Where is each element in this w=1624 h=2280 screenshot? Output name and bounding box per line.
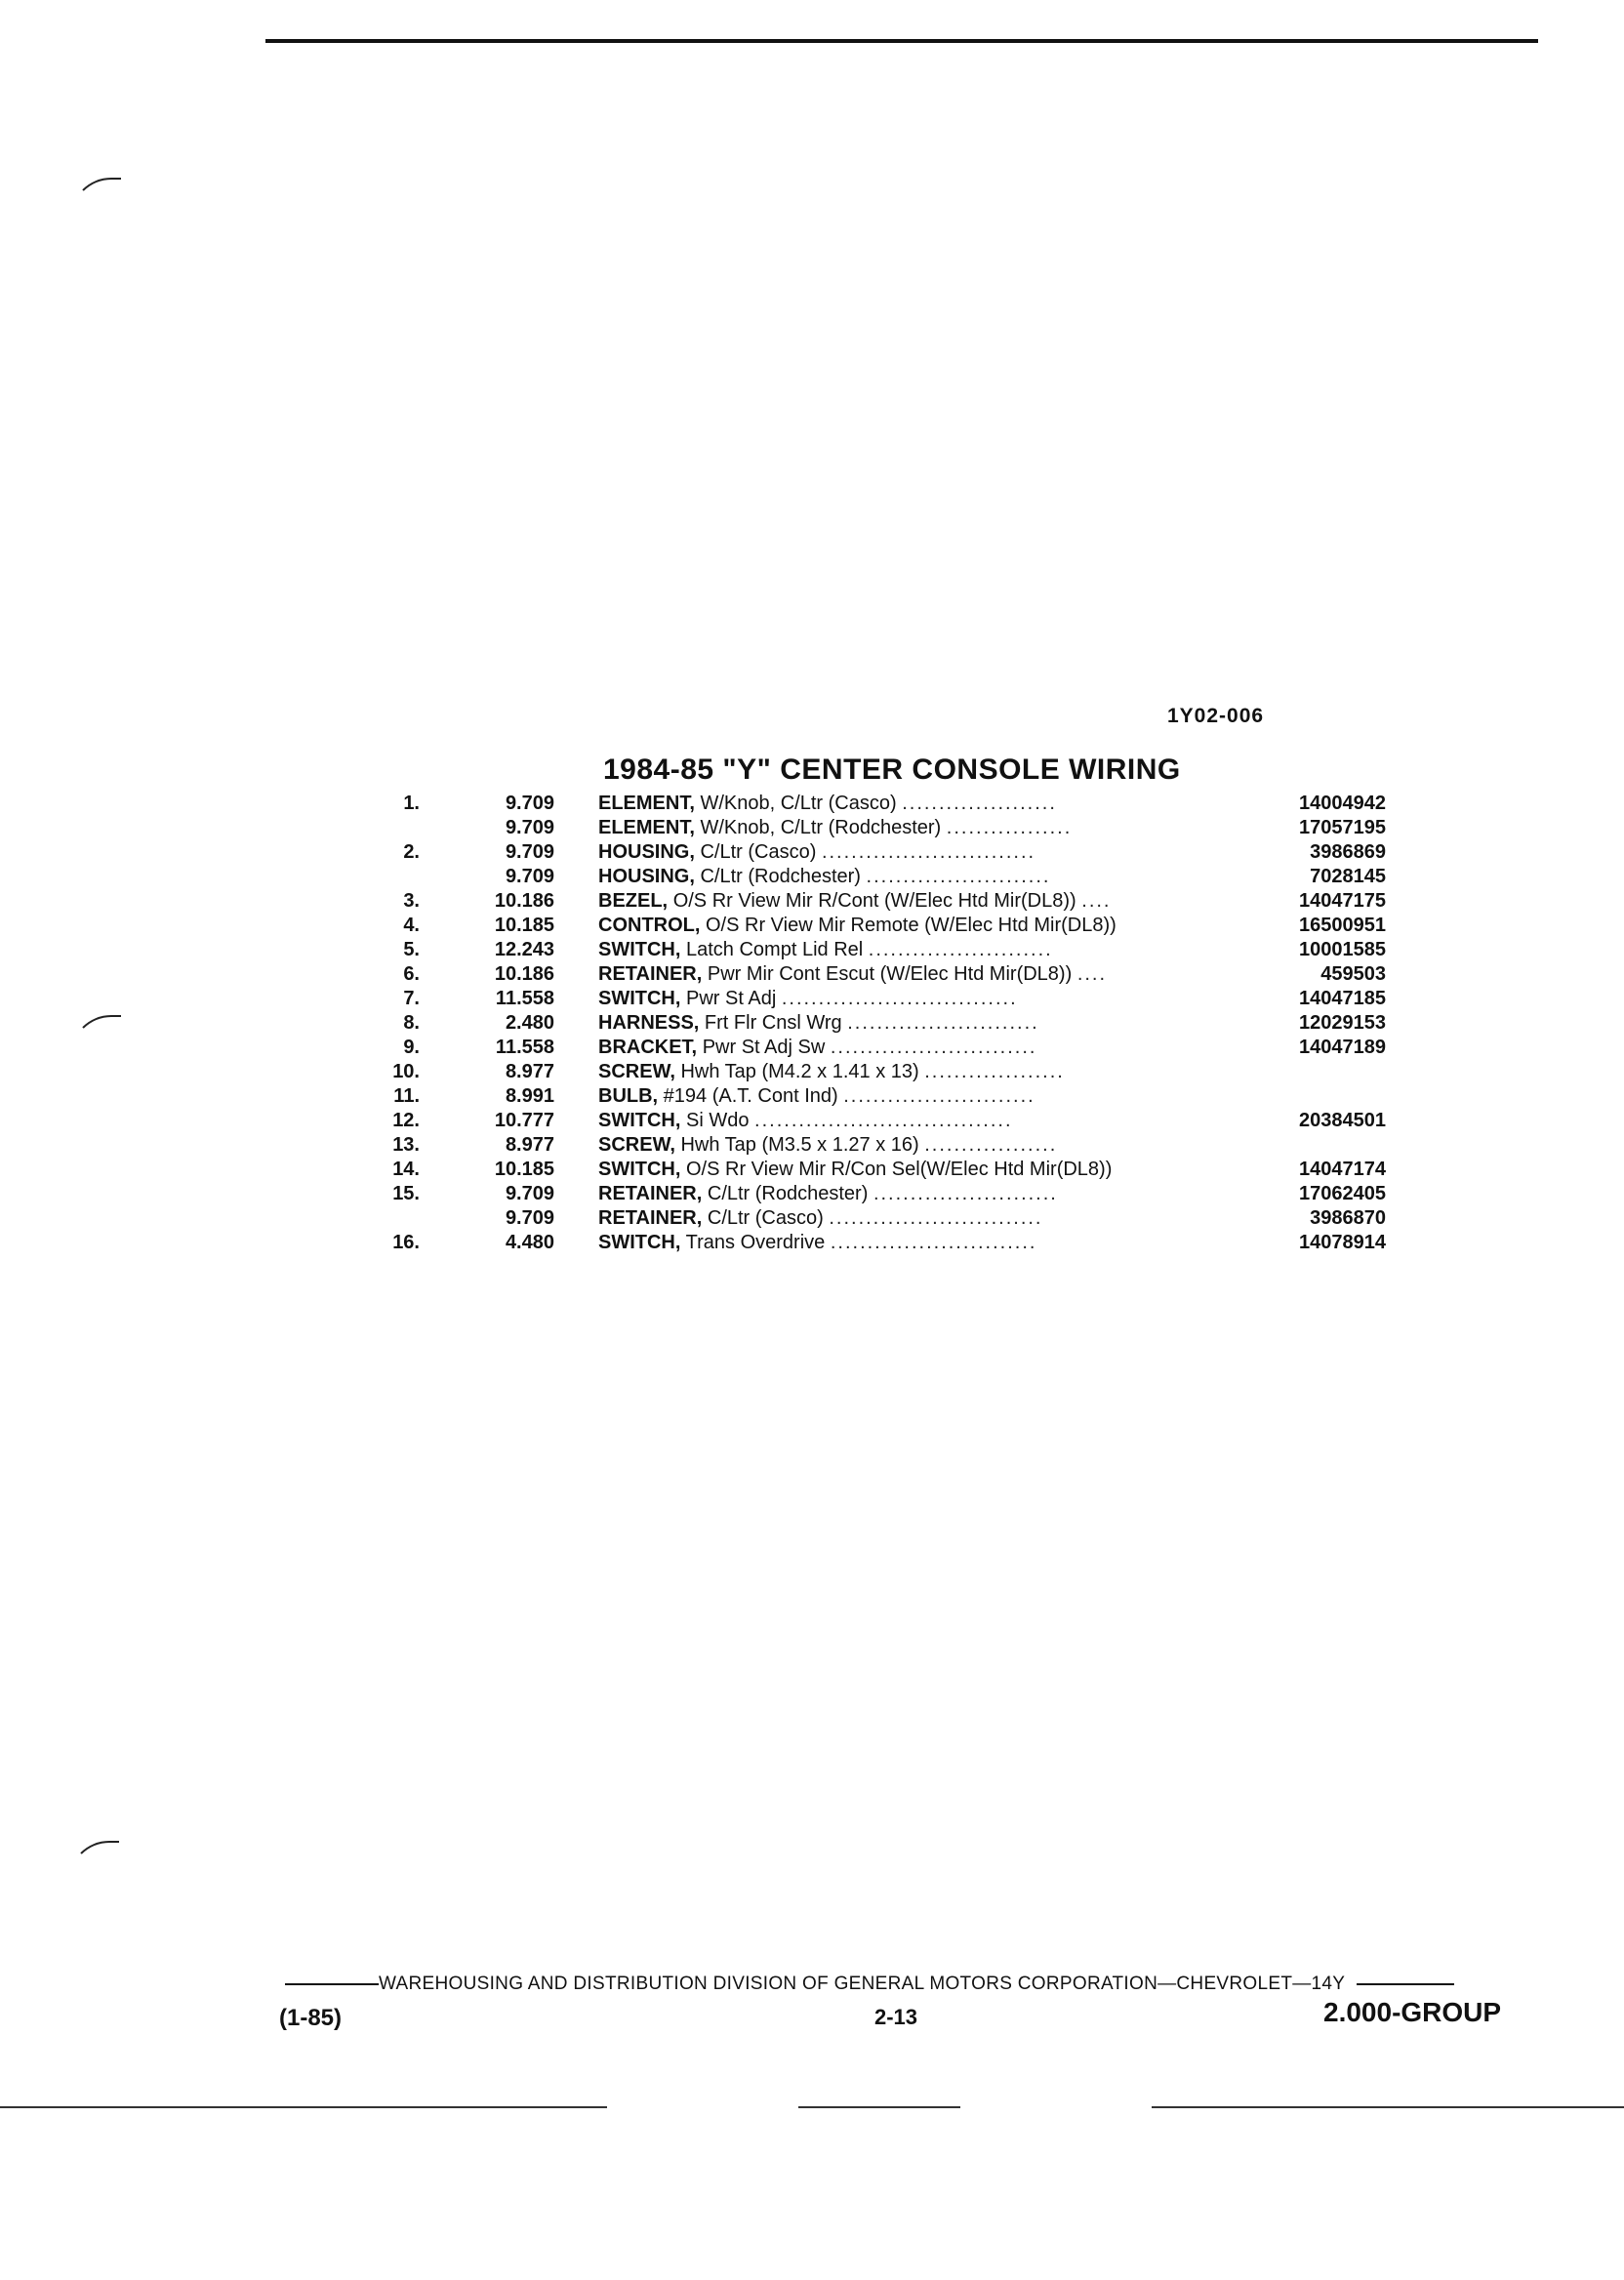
footer-dash-right	[1357, 1983, 1454, 1985]
part-detail: O/S Rr View Mir R/Cont (W/Elec Htd Mir(DL8))	[672, 890, 1076, 912]
part-row	[371, 816, 1386, 840]
footer-publisher-text: WAREHOUSING AND DISTRIBUTION DIVISION OF GENERAL MOTORS CORPORATION—CHEVROLET—14Y	[379, 1974, 1346, 1994]
part-name: BULB,	[598, 1085, 659, 1107]
part-detail: Hwh Tap (M3.5 x 1.27 x 16)	[680, 1134, 919, 1156]
leader-dots: ............................	[830, 1037, 1037, 1058]
leader-dots: .........................	[866, 866, 1051, 887]
leader-dots: ....	[1076, 963, 1108, 985]
leader-dots: .............................	[829, 1207, 1043, 1229]
part-row	[371, 914, 1386, 938]
part-detail: O/S Rr View Mir R/Con Sel(W/Elec Htd Mir(DL8))	[686, 1159, 1113, 1180]
part-detail: C/Ltr (Rodchester)	[707, 1183, 869, 1204]
part-row	[371, 987, 1386, 1011]
item-number: 11.	[393, 1085, 420, 1107]
part-row	[371, 1084, 1386, 1109]
part-description	[598, 1084, 1238, 1109]
part-detail: Pwr St Adj	[686, 988, 777, 1009]
part-description	[598, 816, 1238, 840]
part-number: 17062405	[1299, 1183, 1386, 1204]
part-detail: Trans Overdrive	[685, 1232, 826, 1253]
group-number: 9.709	[505, 793, 554, 814]
leader-dots: ..........................	[847, 1012, 1039, 1034]
part-detail: #194 (A.T. Cont Ind)	[663, 1085, 838, 1107]
part-detail: Hwh Tap (M4.2 x 1.41 x 13)	[680, 1061, 919, 1082]
part-detail: W/Knob, C/Ltr (Casco)	[700, 793, 897, 814]
part-number: 14078914	[1299, 1232, 1386, 1253]
part-name: RETAINER,	[598, 1183, 703, 1204]
page-number: 2-13	[874, 2005, 918, 2029]
part-name: ELEMENT,	[598, 793, 695, 814]
part-name: HOUSING,	[598, 866, 695, 887]
part-name: RETAINER,	[598, 1207, 703, 1229]
item-number: 16.	[392, 1232, 420, 1253]
leader-dots: ................................	[781, 988, 1018, 1009]
bottom-rule	[0, 2106, 607, 2108]
leader-dots: .............................	[821, 841, 1036, 863]
part-name: SWITCH,	[598, 988, 681, 1009]
group-number: 9.709	[505, 1183, 554, 1204]
item-number: 15.	[392, 1183, 420, 1204]
part-description	[598, 1206, 1238, 1231]
part-row	[371, 865, 1386, 889]
item-number: 6.	[403, 963, 420, 985]
part-row	[371, 1158, 1386, 1182]
part-name: BEZEL,	[598, 890, 669, 912]
item-number: 10.	[392, 1061, 420, 1082]
part-row	[371, 1036, 1386, 1060]
part-number: 14047189	[1299, 1037, 1386, 1058]
part-name: SCREW,	[598, 1061, 675, 1082]
part-row	[371, 792, 1386, 816]
group-number: 11.558	[495, 988, 554, 1009]
part-name: SWITCH,	[598, 939, 681, 960]
part-row	[371, 1109, 1386, 1133]
part-name: SWITCH,	[598, 1110, 681, 1131]
item-number: 3.	[403, 890, 420, 912]
part-detail: C/Ltr (Rodchester)	[700, 866, 861, 887]
item-number: 2.	[403, 841, 420, 863]
part-description	[598, 1133, 1238, 1158]
group-number: 10.185	[494, 1159, 554, 1180]
group-number: 9.709	[505, 1207, 554, 1229]
part-row	[371, 1011, 1386, 1036]
group-number: 8.991	[505, 1085, 554, 1107]
item-number: 1.	[403, 793, 420, 814]
part-number: 14004942	[1299, 793, 1386, 814]
part-name: CONTROL,	[598, 915, 701, 936]
part-detail: O/S Rr View Mir Remote (W/Elec Htd Mir(DL8))	[706, 915, 1116, 936]
part-row	[371, 1060, 1386, 1084]
part-description	[598, 962, 1238, 987]
bottom-rule	[1152, 2106, 1624, 2108]
part-detail: Pwr St Adj Sw	[702, 1037, 826, 1058]
footer-dash-left	[285, 1983, 379, 1985]
part-detail: C/Ltr (Casco)	[707, 1207, 824, 1229]
part-description	[598, 1011, 1238, 1036]
part-description	[598, 1109, 1238, 1133]
item-number: 8.	[403, 1012, 420, 1034]
part-name: BRACKET,	[598, 1037, 698, 1058]
part-number: 17057195	[1299, 817, 1386, 838]
drawing-reference: 1Y02-006	[1167, 705, 1265, 727]
binder-hole-mark	[68, 1841, 119, 1882]
part-row	[371, 1231, 1386, 1255]
group-number: 8.977	[505, 1134, 554, 1156]
binder-hole-mark	[70, 1015, 121, 1056]
part-description	[598, 914, 1238, 938]
part-description	[598, 938, 1238, 962]
part-description	[598, 987, 1238, 1011]
leader-dots: ............................	[830, 1232, 1037, 1253]
leader-dots: .........................	[868, 939, 1053, 960]
part-description	[598, 792, 1238, 816]
item-number: 9.	[403, 1037, 420, 1058]
group-label: 2.000-GROUP	[1323, 1997, 1502, 2027]
item-number: 14.	[392, 1159, 420, 1180]
part-row	[371, 1206, 1386, 1231]
part-description	[598, 865, 1238, 889]
top-rule	[265, 39, 1538, 43]
group-number: 9.709	[505, 866, 554, 887]
part-description	[598, 840, 1238, 865]
leader-dots: .....................	[902, 793, 1057, 814]
part-name: ELEMENT,	[598, 817, 695, 838]
part-number: 20384501	[1299, 1110, 1386, 1131]
part-detail: Si Wdo	[686, 1110, 750, 1131]
leader-dots: ..........................	[843, 1085, 1035, 1107]
part-detail: W/Knob, C/Ltr (Rodchester)	[700, 817, 942, 838]
group-number: 10.185	[494, 915, 554, 936]
bottom-rule	[798, 2106, 960, 2108]
item-number: 5.	[403, 939, 420, 960]
part-number: 7028145	[1310, 866, 1386, 887]
group-number: 10.186	[494, 963, 554, 985]
part-number: 10001585	[1299, 939, 1386, 960]
part-description	[598, 1182, 1238, 1206]
part-description	[598, 1231, 1238, 1255]
part-description	[598, 1060, 1238, 1084]
part-number: 3986870	[1310, 1207, 1386, 1229]
footer-publisher-line	[285, 1974, 1515, 1995]
leader-dots: ...................................	[754, 1110, 1013, 1131]
part-row	[371, 938, 1386, 962]
group-number: 12.243	[494, 939, 554, 960]
leader-dots: ...................	[924, 1061, 1065, 1082]
part-name: HARNESS,	[598, 1012, 700, 1034]
part-description	[598, 1036, 1238, 1060]
part-row	[371, 889, 1386, 914]
part-detail: Pwr Mir Cont Escut (W/Elec Htd Mir(DL8))	[707, 963, 1073, 985]
part-description	[598, 1158, 1238, 1182]
part-number: 3986869	[1310, 841, 1386, 863]
part-number: 16500951	[1299, 915, 1386, 936]
part-row	[371, 1182, 1386, 1206]
part-detail: Latch Compt Lid Rel	[686, 939, 864, 960]
part-number: 14047185	[1299, 988, 1386, 1009]
item-number: 4.	[403, 915, 420, 936]
group-number: 8.977	[505, 1061, 554, 1082]
part-description	[598, 889, 1238, 914]
part-row	[371, 962, 1386, 987]
part-name: RETAINER,	[598, 963, 703, 985]
binder-hole-mark	[70, 178, 121, 219]
part-number: 12029153	[1299, 1012, 1386, 1034]
item-number: 12.	[392, 1110, 420, 1131]
publication-date: (1-85)	[279, 2005, 343, 2031]
group-number: 9.709	[505, 817, 554, 838]
part-name: SWITCH,	[598, 1232, 681, 1253]
group-number: 2.480	[505, 1012, 554, 1034]
leader-dots: .................	[946, 817, 1073, 838]
part-detail: Frt Flr Cnsl Wrg	[704, 1012, 842, 1034]
part-name: SCREW,	[598, 1134, 675, 1156]
part-detail: C/Ltr (Casco)	[700, 841, 817, 863]
part-number: 14047175	[1299, 890, 1386, 912]
item-number: 7.	[403, 988, 420, 1009]
group-number: 9.709	[505, 841, 554, 863]
group-number: 11.558	[495, 1037, 554, 1058]
part-row	[371, 1133, 1386, 1158]
part-number: 14047174	[1299, 1159, 1386, 1180]
part-number: 459503	[1320, 963, 1386, 985]
group-number: 10.186	[494, 890, 554, 912]
group-number: 10.777	[494, 1110, 554, 1131]
part-name: SWITCH,	[598, 1159, 681, 1180]
page-title: 1984-85 "Y" CENTER CONSOLE WIRING	[603, 753, 1181, 786]
leader-dots: .........................	[873, 1183, 1058, 1204]
part-row	[371, 840, 1386, 865]
group-number: 4.480	[505, 1232, 554, 1253]
parts-list	[371, 792, 1386, 1255]
leader-dots: ..................	[924, 1134, 1058, 1156]
item-number: 13.	[392, 1134, 420, 1156]
leader-dots: ....	[1081, 890, 1112, 912]
part-name: HOUSING,	[598, 841, 695, 863]
